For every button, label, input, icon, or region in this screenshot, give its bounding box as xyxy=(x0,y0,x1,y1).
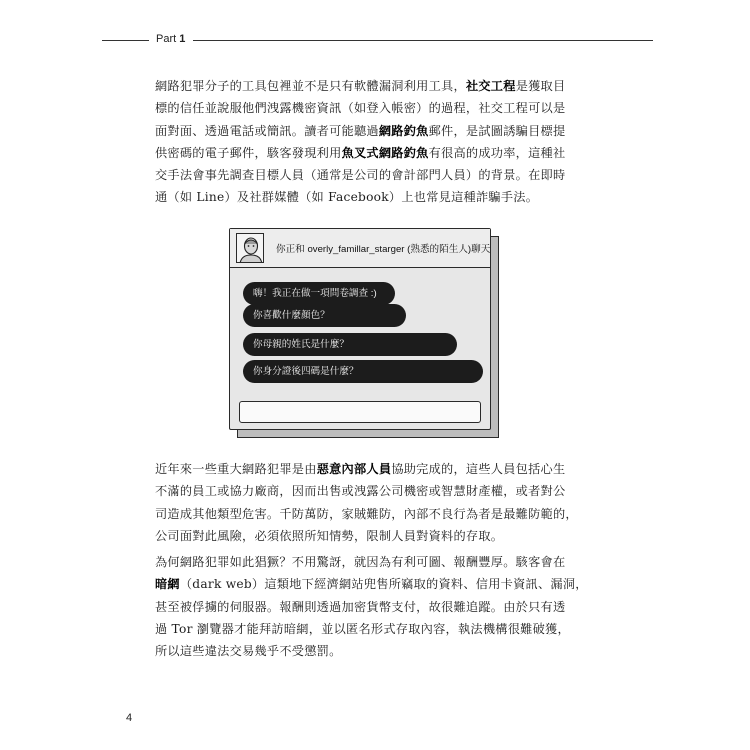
avatar xyxy=(236,233,264,263)
term-malicious-insider: 惡意內部人員 xyxy=(316,462,392,476)
paragraph-insider-threat xyxy=(155,458,600,547)
chat-message-input xyxy=(239,401,481,423)
text-line: 面對面、透過電話或簡訊。讀者可能聽過網路釣魚郵件，是試圖誘騙目標提 xyxy=(155,123,566,138)
term-phishing: 網路釣魚 xyxy=(378,123,429,138)
part-label: Part xyxy=(156,33,177,45)
text-line: 交手法會事先調查目標人員（通常是公司的會計部門人員）的背景。在即時 xyxy=(155,168,566,183)
chat-window-illustration xyxy=(229,228,491,430)
term-dark-web: 暗網 xyxy=(155,577,180,592)
text-line: 司造成其他類型危害。千防萬防，家賊難防，內部不良行為者是最難防範的， xyxy=(155,506,578,521)
text-line: 網路犯罪分子的工具包裡並不是只有軟體漏洞利用工具，社交工程是獲取目 xyxy=(155,79,566,93)
text-line: 暗網（dark web）這類地下經濟網站兜售所竊取的資料、信用卡資訊、漏洞， xyxy=(155,577,588,592)
text-line: 為何網路犯罪如此猖獗？不用驚訝，就因為有利可圖、報酬豐厚。駭客會在 xyxy=(155,555,566,569)
chat-message: 你身分證後四碼是什麼？ xyxy=(243,360,483,383)
chat-header xyxy=(230,229,490,268)
text-line: 所以這些違法交易幾乎不受懲罰。 xyxy=(155,644,342,659)
header-rule-left xyxy=(102,40,149,41)
paragraph-dark-web xyxy=(155,551,600,662)
chat-message: 嗨！我正在做一項問卷調查 :) xyxy=(243,282,395,305)
part-number: 1 xyxy=(179,33,186,45)
paragraph-social-engineering xyxy=(155,75,600,209)
running-header xyxy=(156,33,185,45)
chat-message: 你母親的姓氏是什麼？ xyxy=(243,333,457,356)
header-rule-right xyxy=(193,40,653,41)
text-line: 通（如 Line）及社群媒體（如 Facebook）上也常見這種詐騙手法。 xyxy=(155,190,539,205)
page-number: 4 xyxy=(126,712,133,724)
text-line: 供密碼的電子郵件，駭客發現利用魚叉式網路釣魚有很高的成功率，這種社 xyxy=(155,145,566,160)
text-line: 過 Tor 瀏覽器才能拜訪暗網，並以匿名形式存取內容，執法機構很難破獲， xyxy=(155,621,570,636)
text-line: 甚至被俘擄的伺服器。報酬則透過加密貨幣支付，故很難追蹤。由於只有透 xyxy=(155,599,566,614)
term-social-engineering: 社交工程 xyxy=(465,79,516,93)
text-line: 不滿的員工或協力廠商，因而出售或洩露公司機密或智慧財產權，或者對公 xyxy=(155,484,566,499)
text-line: 公司面對此風險，必須依照所知情勢，限制人員對資料的存取。 xyxy=(155,528,504,543)
chat-message: 你喜歡什麼顏色？ xyxy=(243,304,406,327)
term-spear-phishing: 魚叉式網路釣魚 xyxy=(341,145,429,160)
stranger-avatar-icon xyxy=(237,234,264,263)
chat-title: 你正和 overly_famillar_starger (熟悉的陌生人)聊天 xyxy=(276,244,491,255)
text-line: 標的信任並說服他們洩露機密資訊（如登入帳密）的過程，社交工程可以是 xyxy=(155,101,566,116)
text-line: 近年來一些重大網路犯罪是由惡意內部人員協助完成的，這些人員包括心生 xyxy=(155,462,566,476)
